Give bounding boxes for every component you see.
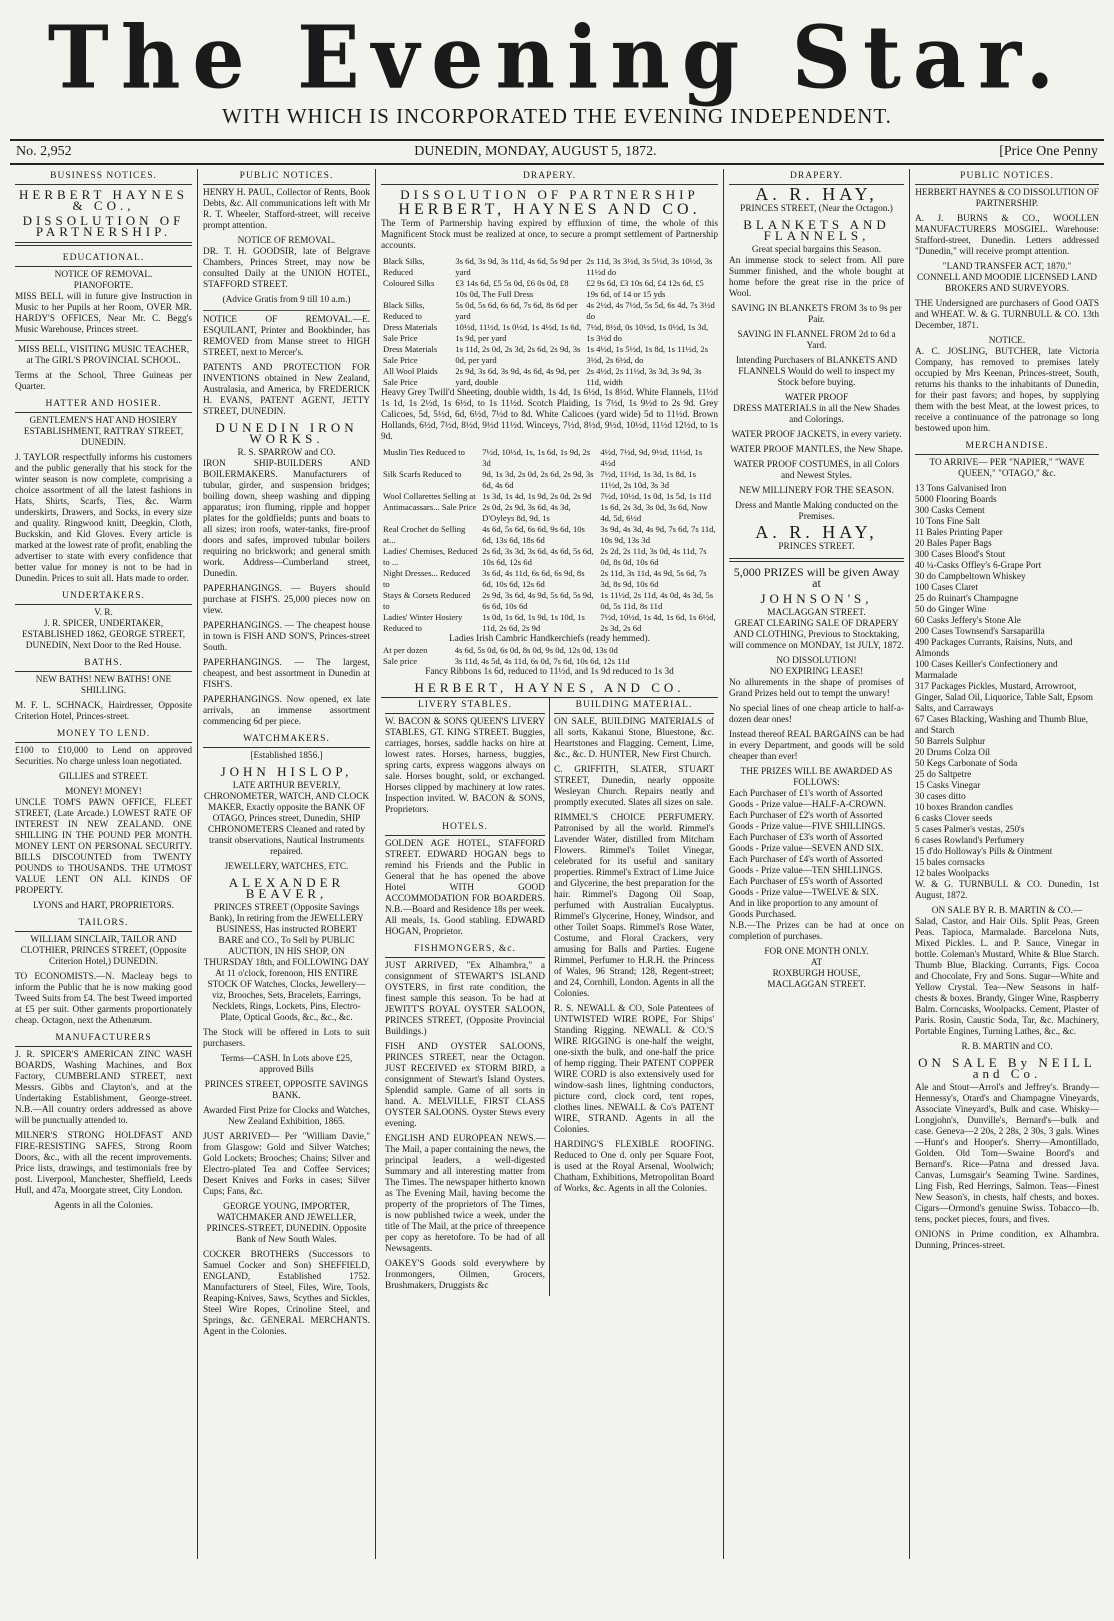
advert-heading: ON SALE By NEILL and Co. (918, 1055, 1096, 1081)
price-cell: Ladies' Chemises, Reduced to ... (383, 546, 478, 567)
advert-text: No special lines of one cheap article to half-a-dozen dear ones! (729, 704, 904, 725)
advert-text: C. GRIFFITH, SLATER, STUART STREET, Dunedin, nearly opposite Wesleyan Church. Repairs neatly and promptly executed. Slates all sizes on sale. (554, 765, 714, 808)
price-cell: 3s 11d, 4s 5d, 4s 11d, 6s 0d, 7s 6d, 10s 6d, 12s 11d (454, 656, 630, 666)
advert-text: Ladies Irish Cambric Handkerchiefs (ready hemmed). (449, 634, 650, 644)
section-header: MONEY TO LEND. (15, 727, 192, 743)
advert-text: CONNELL AND MOODIE LICENSED LAND BROKERS AND SURVEYORS. (917, 273, 1097, 294)
advert-text: No allurements in the shape of promises of Grand Prizes held out to tempt the unwary! (729, 678, 904, 699)
list-item: 5000 Flooring Boards (915, 495, 997, 505)
advert-heading: ALEXANDER BEAVER, (228, 875, 345, 901)
advert-text: WATER PROOF MANTLES, the New Shape. (730, 445, 903, 455)
price-cell: 9d, 1s 3d, 2s 0d, 2s 6d, 2s 9d, 3s 6d, 4s 6d (482, 469, 594, 490)
advert-text: A. J. BURNS & CO., WOOLLEN MANUFACTURERS MOSGIEL. Warehouse: Stafford-street, Dunedin. Letters addressed "Dunedin," will receive prompt attention. (915, 214, 1099, 257)
columns (10, 169, 1104, 1559)
price-cell: £3 14s 6d, £5 5s 0d, £6 0s 0d, £8 10s 0d, The Full Dress (455, 278, 569, 299)
list-item: 15 Casks Vinegar (915, 781, 981, 791)
advert-text: WILLIAM SINCLAIR, TAILOR AND CLOTHIER, PRINCES STREET, (Opposite Criterion Hotel,) DUNEDIN. (20, 935, 187, 967)
advert-text: HARDING'S FLEXIBLE ROOFING. Reduced to One d. only per Square Foot, is used at the Royal Arsenal, Woolwich; Chatham, Exhibitions, Metropolitan Board of Works, &c. Agents in all the Colonies. (554, 1140, 714, 1194)
list-item: 30 cases ditto (915, 792, 966, 802)
advert-heading: ON SALE BY R. B. MARTIN & CO.— (931, 906, 1083, 916)
prize-list (729, 789, 904, 921)
section-header: HOTELS. (385, 820, 545, 836)
advert-text: HENRY H. PAUL, Collector of Rents, Book Debts, &c. All communications left with Mr R. T. Wheeler, Stafford-street, will receive prompt attention. (203, 188, 370, 231)
price-row (381, 366, 718, 388)
price-cell: 1s 0d, 1s 6d, 1s 9d, 1s 10d, 1s 11d, 2s 6d, 2s 9d (482, 612, 585, 633)
advert-text: Heavy Grey Twill'd Sheeting, double width, 1s 4d, 1s 6½d, 1s 8½d. White Flannels, 11½d 1s 1d, 1s 2½d, 1s 6½d, to 1s 11½d. Scotch Plaiding, 1s 7½d, 1s 9½d to 2s 9d. Grey Calicoes, 5d, 5½d, 6d, 6½d, 7½d to 8d. White Calicoes (yard wide) 5d to 11½d. Brown Hollands, 6½d, 7½d, 8½d, 9½d 11½d. Winceys, 7½d, 8½d, 9½d, 10½d, 11½d 12½d, to 1s 9d. (381, 388, 718, 442)
advert-heading: MONEY! MONEY! (65, 787, 142, 797)
price-cell: 4s 6d, 5s 0d, 6s 0d, 8s 0d, 9s 0d, 12s 0d, 13s 0d (454, 645, 618, 655)
advert-text: ON SALE, BUILDING MATERIALS of all sorts, Kakanui Stone, Bluestone, &c. Heartstones and Flagging. Cement, Lime, &c., &c. D. HUNTER, New First Church. (554, 717, 714, 760)
price-row (381, 590, 718, 612)
advert-heading: NOTICE OF REMOVAL. (54, 270, 153, 280)
list-item: And in like proportion to any amount of Goods Purchased. (729, 899, 878, 920)
price-cell: 2s 11d, 3s 3½d, 3s 5½d, 3s 10½d, 3s 11½d do (586, 256, 713, 277)
advert-text: M. F. L. SCHNACK, Hairdresser, Opposite Criterion Hotel, Princes-street. (15, 701, 192, 722)
price-row (381, 256, 718, 278)
list-item: 10 Tons Fine Salt (915, 517, 981, 527)
price-cell: 2s 0d, 2s 9d, 3s 6d, 4s 3d, D'Oyleys 8d, 9d, 1s (482, 502, 571, 523)
advert-text: NEW MILLINERY FOR THE SEASON. (738, 486, 895, 496)
advert-text: UNCLE TOM'S PAWN OFFICE, FLEET STREET, (Late Arcade.) LOWEST RATE OF INTEREST IN NEW ZEALAND. ONE SHILLING IN THE POUND PER MONTH. MONEY LENT ON PERSONAL SECURITY. BILLS DISCOUNTED from TWENTY POUNDS to THOUSANDS. THE UTMOST VALUE LENT ON ALL KINDS OF PROPERTY. (15, 798, 192, 896)
list-item: Each Purchaser of £4's worth of Assorted Goods - Prize value—TEN SHILLINGS. (729, 855, 883, 876)
advert-text: JUST ARRIVED, "Ex Alhambra," a consignment of STEWART'S ISLAND OYSTERS, in first rate condition, the finest sample this season. To be had at JEWITT'S ROYAL OYSTER SALOON, PRINCES STREET, (Opposite Provincial Buildings.) (385, 961, 545, 1037)
price-cell: 7½d, 10½d, 1s, 1s 6d, 1s 9d, 2s 3d (482, 447, 591, 468)
list-item: 50 Barrels Sulphur (915, 737, 986, 747)
advert-text: PRINCES STREET, (Near the Octagon.) (740, 204, 893, 214)
section-header: TAILORS. (15, 916, 192, 932)
goods-list (915, 484, 1099, 880)
advert-text: R. S. SPARROW and CO. (237, 448, 336, 458)
advert-signature: LYONS and HART, PROPRIETORS. (33, 901, 174, 911)
price-cell: 4½d, 7½d, 9d, 9½d, 11½d, 1s 4½d (600, 447, 703, 468)
advert-text: RIMMEL'S CHOICE PERFUMERY. Patronised by all the world. Rimmel's Lavender Water, distilled from Mitcham Flowers. Rimmel's Toilet Vinegar, celebrated for its useful and sanitary properties. Rimmel's Extract of Lime Juice and Glycerine, the best preparation for the hair. Rimmel's Dagong Oil Soap, perfumed with Australian Eucalyptus. Rimmel's Glycerine, Honey, Windsor, and other Toilet Soaps. Rimmel's Rose Water, Costume, and Floral Crackers, very amusing for Balls and Parties. Eugene Rimmel, Perfumer to H.R.H. the Princess of Wales, 96 Strand; 128, Regent-street; and 24, Cornhill, London. Agents in all the Colonies. (554, 813, 714, 999)
advert-text: FISH AND OYSTER SALOONS, PRINCES STREET, near the Octagon. JUST RECEIVED ex STORM BIRD, a consignment of Stewart's Island Oysters. Splendid sample. Game of all sorts in hand. A. MELVILLE, FIRST CLASS OYSTER SALOONS. Oyster Stews every evening. (385, 1042, 545, 1129)
price-cell: Sale price (383, 656, 418, 666)
advert-heading: "LAND TRANSFER ACT, 1870." (942, 262, 1072, 272)
list-item: 317 Packages Pickles, Mustard, Arrowroot, Ginger, Salad Oil, Liquorice, Table Salt, Epsom Salts, and Carraways (915, 682, 1093, 714)
column-2 (198, 169, 376, 1559)
advert-heading: A. R. HAY, (755, 184, 878, 204)
advert-text: GOLDEN AGE HOTEL, STAFFORD STREET. EDWARD HOGAN begs to remind his Friends and the Public in General that he has opened the above Hotel WITH GOOD ACCOMMODATION FOR BOARDERS. N.B.—Board and Residence 18s per week. All meals, 1s. Good stabling. EDWARD HOGAN, Proprietor. (385, 839, 545, 937)
section-header: BATHS. (15, 656, 192, 672)
price-row (381, 568, 718, 590)
advert-heading: JOHN HISLOP, (220, 764, 353, 779)
advert-heading: NOTICE. (988, 336, 1026, 346)
price-cell: 1s 6d, 2s 3d, 3s 0d, 3s 6d, Now 4d, 5d, 6½d (600, 502, 708, 523)
price-cell: Dress Materials Sale Price (383, 322, 438, 343)
price-cell: All Wool Plaids Sale Price (383, 366, 438, 387)
section-header: HATTER AND HOSIER. (15, 397, 192, 413)
newspaper-subtitle: WITH WHICH IS INCORPORATED THE EVENING INDEPENDENT. (222, 104, 892, 128)
price-row (381, 344, 718, 366)
price-cell: 1s 11½d, 2s 11d, 4s 0d, 4s 3d, 5s 0d, 5s 11d, 8s 11d (600, 590, 714, 611)
advert-text: Terms—CASH. In Lots above £25, approved Bills (220, 1054, 353, 1075)
advert-text: Fancy Ribbons 1s 6d, reduced to 11½d, and 1s 9d reduced to 1s 3d (425, 667, 674, 677)
price-table (381, 447, 718, 634)
price-cell: 3s 6d, 3s 9d, 3s 11d, 4s 6d, 5s 9d per yard (455, 256, 582, 277)
price-row (381, 524, 718, 546)
section-header: PUBLIC NOTICES. (915, 169, 1099, 185)
price-cell: 3s 6d, 4s 11d, 6s 6d, 6s 9d, 8s 6d, 10s 6d, 12s 6d (482, 568, 585, 589)
advert-text: Great special bargains this Season. (751, 245, 882, 255)
advert-text: GEORGE YOUNG, IMPORTER, WATCHMAKER AND JEWELLER, PRINCES-STREET, DUNEDIN. Opposite Bank of New South Wales. (206, 1202, 367, 1245)
section-header: MERCHANDISE. (915, 439, 1099, 455)
advert-text: [Established 1856.] (250, 751, 323, 761)
advert-heading: DISSOLUTION OF PARTNERSHIP. (22, 213, 185, 239)
advert-heading: PIANOFORTE. (73, 281, 134, 291)
price-cell: 7½d, 11½d, 1s 3d, 1s 8d, 1s 11½d, 2s 10d, 3s 3d (600, 469, 696, 490)
advert-text: PRINCES STREET (Opposite Savings Bank), In retiring from the JEWELLERY BUSINESS, Has instructed ROBERT BARE and CO., To Sell by PUBLIC AUCTION, IN HIS SHOP, ON THURSDAY 18th, and FOLLOWING DAY At 11 o'clock, forenoon, HIS ENTIRE STOCK OF Watches, Clocks, Jewellery—viz, Brooches, Sets, Bracelets, Earrings, Necklets, Rings, Lockets, Pins, Electro-Plate, Optical Goods, &c., &c., &c. (203, 903, 370, 1023)
list-item: 25 do Ruinart's Champagne (915, 594, 1019, 604)
advert-text: MACLAGGAN STREET. (767, 608, 866, 618)
advert-text: IRON SHIP-BUILDERS AND BOILERMAKERS. Manufacturers of tubular, girder, and suspension bridges; boiling down, sheep washing and dipping apparatus; iron fluming, ripple and hopper plates for the goldfields; punts and boats to all sizes; iron roofs, water-tanks, fire-proof doors and safes, improved tubular boilers requiring no brickwork; and general smith work. Address—Cumberland street, Dunedin. (203, 459, 370, 579)
price-cell: Black Silks, Reduced (383, 256, 425, 277)
advert-text: (Advice Gratis from 9 till 10 a.m.) (222, 295, 351, 305)
price-cell: 4s 2½d, 4s 7½d, 5s 5d, 6s 4d, 7s 3½d do (586, 300, 715, 321)
price-cell: At per dozen (383, 645, 428, 655)
issue-number: No. 2,952 (16, 144, 72, 159)
list-item: 20 Drums Colza Oil (915, 748, 991, 758)
section-header: PUBLIC NOTICES. (203, 169, 370, 185)
price-cell: Night Dresses... Reduced to (383, 568, 471, 589)
price-cell: 5s 0d, 5s 6d, 6s 6d, 7s 6d, 8s 6d per yard (455, 300, 578, 321)
price-cell: 7½d, 8½d, 0s 10½d, 1s 0½d, 1s 3d, 1s 3½d do (586, 322, 709, 343)
advert-heading: WATER PROOF (784, 393, 849, 403)
issue-price: [Price One Penny (999, 144, 1098, 159)
newspaper-page (10, 10, 1104, 1601)
advert-text: AT (810, 958, 823, 968)
price-row (381, 447, 718, 469)
issue-date: DUNEDIN, MONDAY, AUGUST 5, 1872. (414, 144, 657, 159)
advert-heading: NOTICE OF REMOVAL. (237, 236, 336, 246)
advert-text: Dress and Mantle Making conducted on the Premises. (735, 501, 898, 522)
advert-text: PATENTS AND PROTECTION FOR INVENTIONS obtained in New Zealand, Australasia, and America, by FREDERICK H. EVANS, PATENT AGENT, JETTY STREET, DUNEDIN. (203, 363, 370, 417)
list-item: 15 bales cornsacks (915, 858, 985, 868)
price-row (381, 502, 718, 524)
price-cell: 7½d, 10½d, 1s 0d, 1s 5d, 1s 11d (600, 491, 712, 501)
column-3 (376, 169, 724, 1559)
price-cell: Wool Collarettes Selling at (383, 491, 476, 501)
advert-text: J. R. SPICER'S AMERICAN ZINC WASH BOARDS, Washing Machines, and Box Factory, CUMBERLAND STREET, next Messrs. Gibbs and Clayton's, and at the Undertaking Establishment, George-street. N.B.—All country orders addressed as above will be punctually attended to. (15, 1050, 192, 1126)
price-row (381, 278, 718, 300)
advert-text: An immense stock to select from. All pure Summer finished, and the whole bought at home before the great rise in the price of Wool. (729, 256, 904, 299)
section-header: DRAPERY. (381, 169, 718, 185)
price-cell: Stays & Corsets Reduced to (383, 590, 471, 611)
price-cell: 2s 6d, 3s 3d, 3s 6d, 4s 6d, 5s 6d, 10s 6d, 12s 6d (482, 546, 594, 567)
advert-text: J. R. SPICER, UNDERTAKER, ESTABLISHED 1862, GEORGE STREET, DUNEDIN, Next Door to the Red House. (21, 619, 186, 651)
advert-text: LATE ARTHUR BEVERLY, CHRONOMETER, WATCH, AND CLOCK MAKER, Exactly opposite the BANK OF OTAGO, Princes street, Dunedin, SHIP CHRONOMETERS Cleaned and rated by transit observations, Nautical Instruments repaired. (203, 781, 370, 857)
list-item: 40 ¼-Casks Offley's 6-Grape Port (915, 561, 1042, 571)
advert-text: PRINCES STREET, OPPOSITE SAVINGS BANK. (204, 1080, 369, 1101)
advert-text: The Stock will be offered in Lots to suit purchasers. (203, 1028, 370, 1049)
advert-text: ONIONS in Prime condition, ex Alhambra. Dunning, Princes-street. (915, 1230, 1099, 1251)
list-item: 25 do Saltpetre (915, 770, 972, 780)
advert-text: W. BACON & SONS QUEEN'S LIVERY STABLES, GT. KING STREET. Buggies, carriages, horses, saddle hacks on hire at lowest rates. Horses, harness, buggies, spring carts, express waggons always on sale. Horses bought, sold, or exchanged. Horses clipped by machinery at low rates. Inspection invited. W. BACON & SONS, Proprietors. (385, 717, 545, 815)
price-cell: 4s 6d, 5s 6d, 6s 6d, 9s 6d, 10s 6d, 13s 6d, 18s 6d (482, 524, 585, 545)
advert-text: J. TAYLOR respectfully informs his customers and the public generally that his stock for the winter season is now complete, comprising a choice assortment of all the latest fashions in Hats, Shirts, Scarfs, Ties, &c. Warm underskirts, Drawers, and Socks, in every size and quality. Ringwood knitt, Deegkin, Cloth, Buckskin, and Kid Gloves. Every article is marked at the lowest rate of profit, enabling the advertiser to state with every confidence that better value for money is not to be had in Dunedin. Prices to suit all. Hats made to order. (15, 453, 192, 584)
advert-heading: THE PRIZES WILL BE AWARDED AS FOLLOWS: (740, 767, 893, 788)
section-header: DRAPERY. (729, 169, 904, 185)
price-row (381, 612, 718, 634)
advert-text: WATER PROOF JACKETS, in every variety. (731, 430, 902, 440)
price-cell: Dress Materials Sale Price (383, 344, 438, 365)
price-row (381, 546, 718, 568)
list-item: 200 Cases Townsend's Sarsaparilla (915, 627, 1045, 637)
advert-heading: 5,000 PRIZES will be given Away at (733, 565, 900, 590)
advert-heading: DUNEDIN IRON WORKS. (215, 420, 358, 446)
price-cell: 1s 3d, 1s 4d, 1s 9d, 2s 0d, 2s 9d (482, 491, 592, 501)
list-item: 6 casks Clover seeds (915, 814, 993, 824)
advert-signature: W. & G. TURNBULL & CO. Dunedin, 1st August, 1872. (915, 880, 1099, 901)
price-cell: Ladies' Winter Hosiery Reduced to (383, 612, 463, 633)
dateline (10, 139, 1104, 165)
advert-signature: GILLIES and STREET. (59, 772, 148, 782)
list-item: Each Purchaser of £3's worth of Assorted Goods - Prize value—SEVEN AND SIX. (729, 833, 884, 854)
advert-text: ENGLISH AND EUROPEAN NEWS.—The Mail, a paper containing the news, the principal leaders, a well-digested Summary and all interesting matter from The Times. The newspaper hitherto known as The Evening Mail, having become the property of the proprietors of The Times, is now published twice a week, under the title of The Mail, at the price of threepence per copy as heretofore. To be had of all Newsagents. (385, 1134, 545, 1254)
column-1 (10, 169, 198, 1559)
advert-text: Terms at the School, Three Guineas per Quarter. (15, 371, 192, 392)
list-item: 300 Cases Blood's Stout (915, 550, 1006, 560)
advert-text: Ale and Stout—Arrol's and Jeffrey's. Brandy—Hennessy's, Otard's and Champagne Vineyards, Associate Vineyard's, Bulk and case. Whisky—Longjohn's, Dunville's, Bernard's—bulk and case. Geneva—2 20s, 2 28s, 2 30s, 3 gals. Wines—Hunt's and Hooper's. Sherry—Amontillado, Golden. Old Tom—Swaine Boord's and Bernard's. Rice—Patna and dressed Java. Canvas, Lumsgair's Seaming Twine. Sardines, Ling Fish, Red Herrings, Salmon. Teas—Finest New Season's, in chests, half chests, and boxes. Cigars—Ormond's genuine Swiss. Tobacco—lb. tens, pocket pieces, fours, and fives. (915, 1083, 1099, 1225)
advert-text: Instead thereof REAL BARGAINS can be had in every Department, and goods will be sold cheaper than ever! (729, 730, 904, 762)
advert-text: PRINCES STREET. (778, 542, 855, 552)
advert-heading: NO DISSOLUTION! (776, 656, 857, 666)
advert-text: TO ECONOMISTS.—N. Macleay begs to inform the Public that he is now making good Tweed Suits from £4. The best Tweed imported at £5 per suit. Other garments proportionately cheap. Octagon, next the Athenæum. (15, 972, 192, 1026)
list-item: 20 Bales Paper Bags (915, 539, 992, 549)
section-header: WATCHMAKERS. (203, 732, 370, 748)
advert-text: MISS BELL, VISITING MUSIC TEACHER, at The GIRL'S PROVINCIAL SCHOOL. (17, 345, 190, 366)
list-item: Each Purchaser of £2's worth of Assorted Goods - Prize value—FIVE SHILLINGS. (729, 811, 886, 832)
advert-text: £100 to £10,000 to Lend on approved Securities. No charge unless loan negotiated. (15, 746, 192, 767)
advert-heading: HERBERT, HAYNES AND CO. (398, 201, 701, 218)
list-item: 12 bales Woolpacks (915, 869, 989, 879)
price-row (381, 656, 718, 667)
masthead (10, 10, 1104, 129)
advert-heading: NO EXPIRING LEASE! (769, 667, 864, 677)
advert-text: MACLAGGAN STREET. (767, 980, 866, 990)
advert-text: PAPERHANGINGS. — The largest, cheapest, and best assortment in Dunedin at FISH'S. (203, 658, 370, 690)
advert-text: THE Undersigned are purchasers of Good OATS and WHEAT. W. & G. TURNBULL & CO. 13th December, 1871. (915, 299, 1099, 331)
advert-text: Awarded First Prize for Clocks and Watches, New Zealand Exhibition, 1865. (203, 1106, 370, 1127)
price-cell: 2s 11d, 3s 11d, 4s 9d, 5s 6d, 7s 3d, 8s 9d, 10s 6d (600, 568, 707, 589)
price-cell: 10½d, 11½d, 1s 0½d, 1s 4½d, 1s 6d, 1s 9d, per yard (455, 322, 582, 343)
list-item: 50 Kegs Carbonate of Soda (915, 759, 1018, 769)
advert-text: FOR ONE MONTH ONLY. (764, 947, 869, 957)
price-cell: Silk Scarfs Reduced to (383, 469, 462, 479)
advert-heading: TO ARRIVE— PER "NAPIER," "WAVE QUEEN," "OTAGO," &c. (929, 458, 1085, 479)
newspaper-title: The Evening Star. (47, 10, 1067, 109)
advert-signature: A. R. HAY, (755, 522, 878, 542)
list-item: 100 Cases Claret (915, 583, 978, 593)
advert-text: GREAT CLEARING SALE OF DRAPERY AND CLOTHING, Previous to Stocktaking, will commence on MONDAY, 1st JULY, 1872. (729, 619, 904, 651)
advert-text: JUST ARRIVED— Per "William Davie," from Glasgow: Gold and Silver Watches; Gold Lockets; Brooches; Chains; Silver and Electro-plated Tea and Coffee Services; Desert Knives and Forks in cases; Silver Cups; Fans, &c. (203, 1132, 370, 1197)
advert-text: MISS BELL will in future give Instruction in Music to her Pupils at her Room, OVER MR. HARDY'S OFFICES, Near Mr. C. Begg's Music Warehouse, Princes street. (15, 292, 192, 335)
advert-heading: ROXBURGH HOUSE, (772, 969, 861, 979)
price-cell: Muslin Ties Reduced to (383, 447, 465, 457)
advert-heading: BLANKETS AND FLANNELS, (743, 217, 890, 243)
list-item: 67 Cases Blacking, Washing and Thumb Blue, and Starch (915, 715, 1088, 736)
list-item: 11 Bales Printing Paper (915, 528, 1003, 538)
price-cell: Black Silks, Reduced to (383, 300, 425, 321)
price-row (381, 469, 718, 491)
list-item: 50 do Ginger Wine (915, 605, 986, 615)
advert-text: DR. T. H. GOODSIR, late of Belgrave Chambers, Princes Street, may now be consulted Daily at the UNION HOTEL, STAFFORD STREET. (203, 247, 370, 290)
price-table (381, 256, 718, 388)
price-row (381, 491, 718, 502)
advert-heading: HERBERT HAYNES & CO., (19, 187, 188, 213)
list-item: 30 do Campbeltown Whiskey (915, 572, 1026, 582)
advert-text: DRESS MATERIALS in all the New Shades and Colorings. (733, 404, 900, 425)
advert-text: N.B.—The Prizes can be had at once on completion of purchases. (729, 921, 904, 942)
advert-text: Salad, Castor, and Hair Oils. Split Peas, Green Peas. Tapioca, Marmalade. Barcelona Nuts, Mixed Pickles. L. and P. Sauce, Vinegar in bottle. Coleman's Mustard, White & Blue Starch. Thumb Blue, Blacking. Currants, Figs. Cocoa and Chocolate, Fry and Sons. Sugar—White and Yellow Crystal. Tea—New Seasons in half-chests & boxes. Brandy, Ginger Wine, Raspberry Balm. Corncasks, Woolpacks. Cement, Plaster of Paris. Rosin, Caustic Soda, Tar, &c. Machinery, Portable Engines, Turning Lathes, &c., &c. (915, 917, 1099, 1037)
advert-signature: HERBERT, HAYNES, AND CO. (414, 680, 685, 695)
list-item: Each Purchaser of £1's worth of Assorted Goods - Prize value—HALF-A-CROWN. (729, 789, 886, 810)
section-header: FISHMONGERS, &c. (385, 942, 545, 958)
advert-text: SAVING IN BLANKETS FROM 3s to 9s per Pair. (731, 304, 902, 325)
advert-text: SAVING IN FLANNEL FROM 2d to 6d a Yard. (737, 330, 896, 351)
price-cell: 1s 4½d, 1s 5½d, 1s 8d, 1s 11½d, 2s 3½d, 2s 6½d, do (586, 344, 709, 365)
list-item: Each Purchaser of £5's worth of Assorted Goods - Prize value—TWELVE & SIX. (729, 877, 883, 898)
price-cell: Real Crochet do Selling at... (383, 524, 466, 545)
royal-crest-text: V. R. (94, 608, 113, 618)
sub-columns (381, 697, 718, 1296)
advert-signature: R. B. MARTIN and CO. (961, 1042, 1053, 1052)
section-header: BUSINESS NOTICES. (15, 169, 192, 185)
section-header: LIVERY STABLES. (385, 698, 545, 714)
list-item: 10 boxes Brandon candles (915, 803, 1013, 813)
advert-heading: DISSOLUTION OF PARTNERSHIP (400, 187, 699, 202)
advert-text: Intending Purchasers of BLANKETS AND FLANNELS Would do well to inspect my Stock before buying. (735, 356, 898, 388)
advert-heading: JEWELLERY, WATCHES, ETC. (224, 862, 349, 872)
list-item: 60 Casks Jeffery's Stone Ale (915, 616, 1021, 626)
price-cell: Coloured Silks (383, 278, 435, 288)
price-table (381, 645, 718, 667)
advert-heading: JOHNSON'S, (760, 591, 873, 606)
advert-text: A. C. JOSLING, BUTCHER, late Victoria Company, has removed to premises lately occupied by Mrs Keenan, Princes-street, South, returns his thanks to the inhabitants of Dunedin, for their past favors; and hopes, by supplying them with the best Meat, at the lowest prices, to receive a continuance of the patronage so long bestowed upon him. (915, 347, 1099, 434)
price-cell: 2s 9d, 3s 6d, 3s 9d, 4s 6d, 4s 9d, per yard, double (455, 366, 580, 387)
advert-text: PAPERHANGINGS. — The cheapest house in town is FISH AND SON'S, Princes-street South. (203, 621, 370, 653)
advert-text: R. S. NEWALL & CO, Sole Patentees of UNTWISTED WIRE ROPE, For Ships' Standing Rigging. NEWALL & CO.'S WIRE RIGGING is one-half the weight, one-sixth the bulk, and one-half the price of hemp rigging. Their PATENT COPPER WIRE CORD is also extensively used for window-sash lines, lightning conductors, picture cord, clock cord, tent ropes, clothes lines. NEWALL & Co's PATENT WIRE, STRAND. Agents in all the Colonies. (554, 1004, 714, 1135)
list-item: 5 cases Palmer's vestas, 250's (915, 825, 1025, 835)
price-cell: 1s 11d, 2s 0d, 2s 3d, 2s 6d, 2s 9d, 3s 0d, per yard (455, 344, 581, 365)
price-row (381, 300, 718, 322)
advert-text: PAPERHANGINGS. — Buyers should purchase at FISH'S. 25,000 pieces now on view. (203, 584, 370, 616)
advert-text: MILNER'S STRONG HOLDFAST AND FIRE-RESISTING SAFES, Strong Room Doors, &c., with all the recent improvements. Price lists, drawings, and testimonials free by post. Liverpool, Manchester, Sheffield, Leeds Hull, and 47a, Moorgate street, City London. (15, 1131, 192, 1196)
price-cell: 3s 9d, 4s 3d, 4s 9d, 7s 6d, 7s 11d, 10s 9d, 13s 3d (600, 524, 716, 545)
section-header: UNDERTAKERS. (15, 589, 192, 605)
section-header: EDUCATIONAL. (15, 251, 192, 267)
column-4 (724, 169, 910, 1559)
section-header: BUILDING MATERIAL. (554, 698, 714, 714)
list-item: 6 cases Rowland's Perfumery (915, 836, 1025, 846)
advert-heading: NEW BATHS! NEW BATHS! ONE SHILLING. (35, 675, 172, 696)
price-cell: 2s 9d, 3s 6d, 4s 9d, 5s 6d, 5s 9d, 6s 6d, 10s 6d (482, 590, 594, 611)
list-item: 300 Casks Cement (915, 506, 985, 516)
advert-heading: GENTLEMEN'S HAT AND HOSIERY ESTABLISHMENT, RATTRAY STREET, DUNEDIN. (23, 416, 184, 448)
list-item: 15 d'do Holloway's Pills & Ointment (915, 847, 1053, 857)
price-cell: Antimacassars... Sale Price (383, 502, 477, 512)
advert-text: Agents in all the Colonies. (54, 1201, 153, 1211)
price-row (381, 645, 718, 656)
column-5 (910, 169, 1104, 1559)
advert-text: The Term of Partnership having expired by effluxion of time, the whole of this Magnificent Stock must be realized at once, to secure a prompt settlement of Partnership accounts. (381, 219, 718, 251)
price-cell: 2s 2d, 2s 11d, 3s 0d, 4s 11d, 7s 0d, 8s 0d, 10s 6d (600, 546, 707, 567)
advert-text: WATER PROOF COSTUMES, in all Colors and Newest Styles. (733, 460, 900, 481)
list-item: 13 Tons Galvanised Iron (915, 484, 1007, 494)
price-cell: £2 9s 6d, £3 10s 6d, £4 12s 6d, £5 19s 6d, of 14 or 15 yds (586, 278, 704, 299)
sub-column-left (381, 698, 550, 1296)
price-cell: 2s 4½d, 2s 11½d, 3s 3d, 3s 9d, 3s 11d, width (586, 366, 702, 387)
advert-text: OAKEY'S Goods sold everywhere by Ironmongers, Oilmen, Grocers, Brushmakers, Druggists &c (385, 1259, 545, 1291)
price-row (381, 322, 718, 344)
sub-column-right (550, 698, 718, 1296)
price-cell: 7½d, 10½d, 1s 4d, 1s 6d, 1s 6½d, 2s 3d, 2s 6d (600, 612, 716, 633)
list-item: 100 Cases Keiller's Confectionery and Marmalade (915, 660, 1058, 681)
section-header: MANUFACTURERS (15, 1031, 192, 1047)
advert-text: NOTICE OF REMOVAL.—E. ESQUILANT, Printer and Bookbinder, has REMOVED from Manse street to HIGH STREET, next to Mercer's. (203, 315, 370, 358)
advert-text: COCKER BROTHERS (Successors to Samuel Cocker and Son) SHEFFIELD, ENGLAND, Established 1752. Manufacturers of Steel, Files, Wire, Tools, Reaping-Knives, Saws, Scythes and Sickles, Steel Wire Ropes, Crinoline Steel, and Springs, &c. GENERAL MERCHANTS. Agent in the Colonies. (203, 1250, 370, 1337)
advert-text: PAPERHANGINGS. Now opened, ex late arrivals, an immense assortment commencing 6d per piece. (203, 695, 370, 727)
list-item: 490 Packages Currants, Raisins, Nuts, and Almonds (915, 638, 1073, 659)
advert-heading: HERBERT HAYNES & CO DISSOLUTION OF PARTNERSHIP. (915, 188, 1099, 209)
